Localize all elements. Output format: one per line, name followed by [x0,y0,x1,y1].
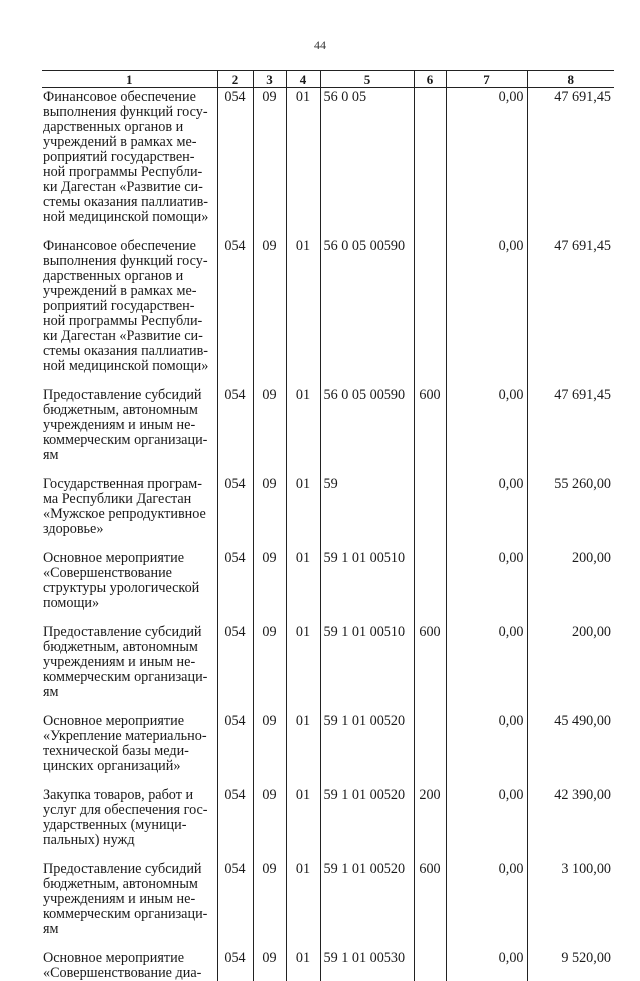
cell-amount-1: 0,00 [446,88,527,226]
spacer-cell [527,937,614,951]
cell-target-article: 56 0 05 [320,88,414,226]
cell-target-article: 59 1 01 00510 [320,625,414,700]
spacer-cell [446,700,527,714]
item-name-line: ной медицинской помощи» [43,210,215,225]
cell-expense-type: 200 [414,788,446,848]
cell-amount-2: 200,00 [527,625,614,700]
cell-amount-1: 0,00 [446,625,527,700]
cell-amount-2: 200,00 [527,551,614,611]
cell-subsection: 01 [286,951,320,981]
spacer-cell [253,937,286,951]
row-spacer [42,848,614,862]
spacer-cell [414,463,446,477]
cell-ministry-code: 054 [217,477,253,537]
spacer-cell [414,700,446,714]
cell-item-name [42,239,217,374]
spacer-cell [527,225,614,239]
row-spacer [42,225,614,239]
cell-subsection: 01 [286,862,320,937]
cell-item-name [42,477,217,537]
spacer-cell [320,774,414,788]
cell-amount-2: 47 691,45 [527,388,614,463]
cell-expense-type: 600 [414,862,446,937]
item-name-line: здоровье» [43,522,215,537]
cell-expense-type [414,477,446,537]
cell-expense-type [414,88,446,226]
cell-section: 09 [253,862,286,937]
spacer-cell [286,937,320,951]
item-name-line: ям [43,448,215,463]
cell-item-name [42,714,217,774]
spacer-cell [446,537,527,551]
item-name-line: коммерческим организаци- [43,433,215,448]
item-name-line: ударственных (муници- [43,818,215,833]
spacer-cell [217,937,253,951]
cell-item-name [42,88,217,226]
cell-section: 09 [253,951,286,981]
cell-ministry-code: 054 [217,388,253,463]
cell-amount-2: 3 100,00 [527,862,614,937]
table-row [42,388,614,463]
cell-section: 09 [253,239,286,374]
spacer-cell [527,848,614,862]
cell-item-name [42,625,217,700]
cell-ministry-code: 054 [217,788,253,848]
col-header-6: 6 [414,71,446,88]
item-name-line: Государственная програм- [43,477,215,492]
item-name-line: ям [43,685,215,700]
item-name-line: ной программы Республи- [43,165,215,180]
spacer-cell [42,774,217,788]
cell-target-article: 56 0 05 00590 [320,388,414,463]
cell-amount-2: 9 520,00 [527,951,614,981]
item-name-line: учреждениям и иным не- [43,892,215,907]
spacer-cell [286,700,320,714]
spacer-cell [286,374,320,388]
item-name-line: Закупка товаров, работ и [43,788,215,803]
spacer-cell [253,225,286,239]
spacer-cell [527,700,614,714]
item-name-line: «Совершенствование [43,566,215,581]
cell-section: 09 [253,388,286,463]
spacer-cell [414,937,446,951]
row-spacer [42,937,614,951]
cell-amount-2: 55 260,00 [527,477,614,537]
item-name-line: Основное мероприятие [43,714,215,729]
item-name-line: коммерческим организаци- [43,907,215,922]
item-name-line: ма Республики Дагестан [43,492,215,507]
cell-ministry-code: 054 [217,88,253,226]
item-name-line: «Укрепление материально- [43,729,215,744]
item-name-line: Финансовое обеспечение [43,90,215,105]
spacer-cell [446,463,527,477]
item-name-line: ки Дагестан «Развитие си- [43,329,215,344]
spacer-cell [253,700,286,714]
spacer-cell [286,463,320,477]
row-spacer [42,537,614,551]
item-name-line: учреждений в рамках ме- [43,135,215,150]
spacer-cell [414,537,446,551]
table-row [42,951,614,981]
item-name-line: Предоставление субсидий [43,388,215,403]
spacer-cell [320,937,414,951]
item-name-line: Основное мероприятие [43,551,215,566]
item-name-line: стемы оказания паллиатив- [43,195,215,210]
cell-subsection: 01 [286,477,320,537]
cell-ministry-code: 054 [217,239,253,374]
spacer-cell [527,463,614,477]
spacer-cell [446,937,527,951]
table-header-row [42,71,614,88]
item-name-line: учреждениям и иным не- [43,418,215,433]
spacer-cell [320,611,414,625]
spacer-cell [527,611,614,625]
col-header-3: 3 [253,71,286,88]
spacer-cell [253,848,286,862]
cell-expense-type [414,714,446,774]
spacer-cell [253,463,286,477]
row-spacer [42,611,614,625]
cell-target-article: 59 1 01 00530 [320,951,414,981]
spacer-cell [446,611,527,625]
cell-target-article: 59 1 01 00520 [320,788,414,848]
row-spacer [42,774,614,788]
cell-section: 09 [253,88,286,226]
spacer-cell [446,225,527,239]
item-name-line: Предоставление субсидий [43,862,215,877]
spacer-cell [42,537,217,551]
cell-subsection: 01 [286,551,320,611]
cell-amount-1: 0,00 [446,477,527,537]
spacer-cell [42,848,217,862]
cell-expense-type: 600 [414,388,446,463]
spacer-cell [217,537,253,551]
spacer-cell [446,374,527,388]
spacer-cell [42,700,217,714]
cell-expense-type [414,951,446,981]
spacer-cell [320,700,414,714]
cell-ministry-code: 054 [217,625,253,700]
table-row [42,239,614,374]
cell-amount-2: 42 390,00 [527,788,614,848]
item-name-line: выполнения функций госу- [43,254,215,269]
table-row [42,788,614,848]
cell-expense-type [414,551,446,611]
spacer-cell [253,611,286,625]
spacer-cell [320,374,414,388]
item-name-line: роприятий государствен- [43,150,215,165]
item-name-line: дарственных органов и [43,269,215,284]
spacer-cell [414,774,446,788]
item-name-line: услуг для обеспечения гос- [43,803,215,818]
spacer-cell [527,774,614,788]
cell-target-article: 59 1 01 00520 [320,862,414,937]
spacer-cell [42,463,217,477]
item-name-line: пальных) нужд [43,833,215,848]
item-name-line: выполнения функций госу- [43,105,215,120]
table-row [42,477,614,537]
spacer-cell [217,374,253,388]
spacer-cell [42,225,217,239]
item-name-line: бюджетным, автономным [43,640,215,655]
item-name-line: технической базы меди- [43,744,215,759]
spacer-cell [286,537,320,551]
cell-amount-1: 0,00 [446,714,527,774]
cell-ministry-code: 054 [217,714,253,774]
item-name-line: бюджетным, автономным [43,877,215,892]
spacer-cell [286,611,320,625]
row-spacer [42,700,614,714]
cell-subsection: 01 [286,88,320,226]
spacer-cell [217,848,253,862]
table-row [42,714,614,774]
item-name-line: Предоставление субсидий [43,625,215,640]
table-row [42,551,614,611]
row-spacer [42,463,614,477]
spacer-cell [253,374,286,388]
cell-target-article: 59 1 01 00520 [320,714,414,774]
item-name-line: ки Дагестан «Развитие си- [43,180,215,195]
spacer-cell [253,537,286,551]
spacer-cell [217,611,253,625]
cell-section: 09 [253,551,286,611]
spacer-cell [414,848,446,862]
item-name-line: учреждений в рамках ме- [43,284,215,299]
spacer-cell [414,611,446,625]
cell-item-name [42,388,217,463]
col-header-7: 7 [446,71,527,88]
item-name-line: ной медицинской помощи» [43,359,215,374]
cell-subsection: 01 [286,239,320,374]
spacer-cell [446,848,527,862]
cell-target-article: 56 0 05 00590 [320,239,414,374]
spacer-cell [253,774,286,788]
item-name-line: «Мужское репродуктивное [43,507,215,522]
cell-subsection: 01 [286,625,320,700]
cell-item-name [42,862,217,937]
spacer-cell [320,225,414,239]
cell-ministry-code: 054 [217,551,253,611]
cell-ministry-code: 054 [217,862,253,937]
cell-item-name [42,951,217,981]
cell-section: 09 [253,625,286,700]
col-header-1: 1 [42,71,217,88]
page-number: 44 [0,38,640,53]
cell-amount-2: 47 691,45 [527,88,614,226]
table-row [42,88,614,226]
cell-item-name [42,551,217,611]
col-header-2: 2 [217,71,253,88]
spacer-cell [320,463,414,477]
spacer-cell [42,937,217,951]
cell-section: 09 [253,788,286,848]
cell-item-name [42,788,217,848]
spacer-cell [42,611,217,625]
cell-target-article: 59 [320,477,414,537]
cell-ministry-code: 054 [217,951,253,981]
row-spacer [42,374,614,388]
spacer-cell [527,374,614,388]
cell-amount-1: 0,00 [446,862,527,937]
cell-expense-type [414,239,446,374]
spacer-cell [446,774,527,788]
spacer-cell [320,848,414,862]
col-header-8: 8 [527,71,614,88]
item-name-line: бюджетным, автономным [43,403,215,418]
cell-amount-1: 0,00 [446,551,527,611]
cell-amount-1: 0,00 [446,239,527,374]
table-row [42,862,614,937]
spacer-cell [217,774,253,788]
cell-subsection: 01 [286,388,320,463]
item-name-line: помощи» [43,596,215,611]
col-header-4: 4 [286,71,320,88]
cell-expense-type: 600 [414,625,446,700]
spacer-cell [217,700,253,714]
cell-amount-1: 0,00 [446,951,527,981]
item-name-line: структуры урологической [43,581,215,596]
spacer-cell [217,225,253,239]
spacer-cell [414,225,446,239]
item-name-line: ной программы Республи- [43,314,215,329]
item-name-line: коммерческим организаци- [43,670,215,685]
table-body [42,88,614,981]
item-name-line: стемы оказания паллиатив- [43,344,215,359]
spacer-cell [286,848,320,862]
item-name-line: Основное мероприятие [43,951,215,966]
cell-amount-1: 0,00 [446,788,527,848]
spacer-cell [42,374,217,388]
item-name-line: роприятий государствен- [43,299,215,314]
spacer-cell [286,774,320,788]
col-header-5: 5 [320,71,414,88]
cell-amount-2: 47 691,45 [527,239,614,374]
spacer-cell [320,537,414,551]
cell-subsection: 01 [286,714,320,774]
cell-amount-1: 0,00 [446,388,527,463]
item-name-line: учреждениям и иным не- [43,655,215,670]
item-name-line: ям [43,922,215,937]
spacer-cell [286,225,320,239]
item-name-line: Финансовое обеспечение [43,239,215,254]
spacer-cell [217,463,253,477]
item-name-line: дарственных органов и [43,120,215,135]
item-name-line: «Совершенствование диа- [43,966,215,981]
cell-target-article: 59 1 01 00510 [320,551,414,611]
cell-amount-2: 45 490,00 [527,714,614,774]
item-name-line: цинских организаций» [43,759,215,774]
table-row [42,625,614,700]
cell-section: 09 [253,477,286,537]
spacer-cell [527,537,614,551]
budget-table [42,70,614,981]
spacer-cell [414,374,446,388]
cell-section: 09 [253,714,286,774]
cell-subsection: 01 [286,788,320,848]
